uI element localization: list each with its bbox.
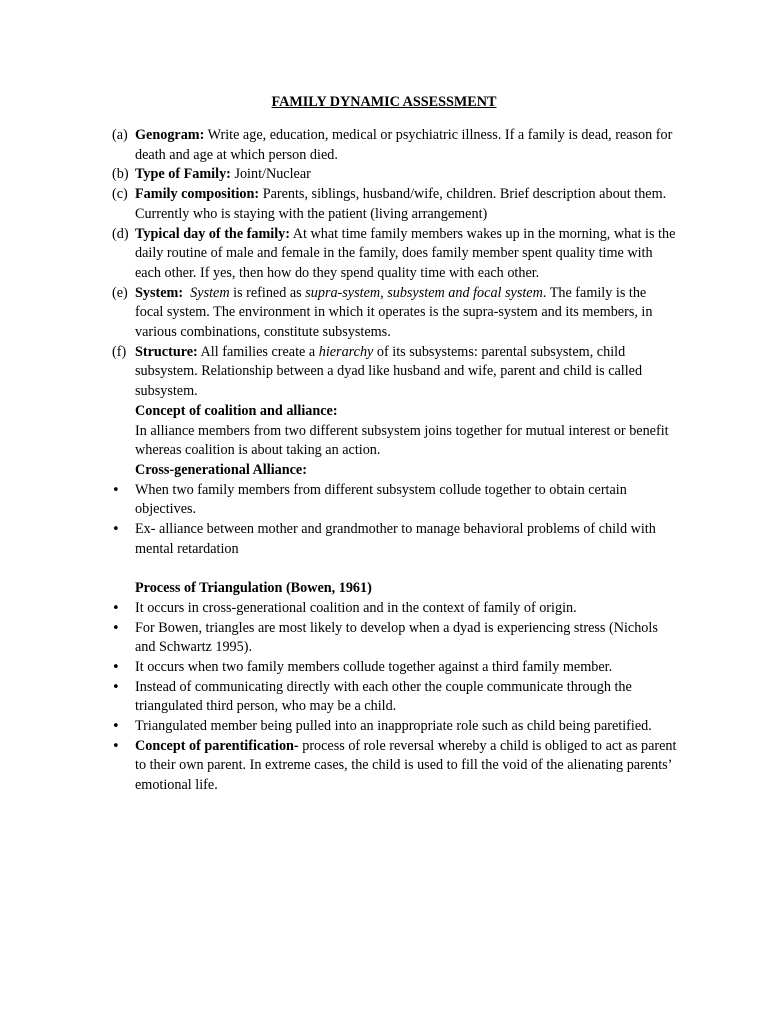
item-text: Parents, siblings, husband/wife, children. Brief description about them. Currently who is staying with the patient (living arrangement) bbox=[135, 186, 667, 222]
bullet-icon: • bbox=[112, 659, 120, 675]
bullet-icon: • bbox=[112, 522, 120, 538]
item-text: At what time family members wakes up in the morning, what is the daily routine of male and female in the family, does family member spent quality time with each other. If yes, then how do they spend quality time with each other. bbox=[135, 225, 676, 281]
bullet-icon: • bbox=[112, 620, 120, 636]
document-body bbox=[112, 126, 678, 796]
item-text: All families create a bbox=[197, 343, 319, 360]
item-italic: hierarchy bbox=[318, 343, 374, 360]
list-item-family-composition bbox=[112, 185, 678, 224]
item-text: is refined as bbox=[229, 284, 306, 301]
list-item-structure bbox=[112, 343, 678, 402]
item-heading: System: bbox=[135, 284, 184, 301]
bullet-icon: • bbox=[112, 719, 120, 735]
list-marker: (b) bbox=[112, 166, 129, 183]
bullet-text: Instead of communicating directly with each other the couple communicate through the triangulated third person, who may be a child. bbox=[135, 678, 632, 715]
bullet-icon: • bbox=[112, 738, 120, 754]
list-marker: (d) bbox=[112, 225, 129, 242]
bullet-item bbox=[112, 599, 678, 619]
list-marker: (a) bbox=[112, 127, 128, 143]
bullet-item bbox=[112, 678, 678, 717]
item-text: . The family is the focal system. The environment in which it operates is the supra-system and its members, in various combinations, constitute subsystems. bbox=[135, 284, 653, 341]
bullet-text: It occurs in cross-generational coalition and in the context of family of origin. bbox=[135, 599, 577, 616]
bullet-item-parentification bbox=[112, 737, 678, 796]
item-heading: Genogram: bbox=[135, 127, 205, 143]
bullet-item bbox=[112, 717, 678, 737]
list-marker: (e) bbox=[112, 284, 128, 301]
item-heading: Type of Family: bbox=[135, 166, 231, 183]
list-marker: (f) bbox=[112, 343, 127, 360]
bullet-text: process of role reversal whereby a child is obliged to act as parent to their own parent. In extreme cases, the child is used to fill the void of the alienating parents’ emotional life. bbox=[135, 737, 677, 794]
cross-generational-heading: Cross-generational Alliance: bbox=[135, 461, 307, 478]
item-italic: supra-system, subsystem and focal system bbox=[305, 284, 543, 301]
coalition-heading: Concept of coalition and alliance: bbox=[135, 402, 338, 419]
bullet-icon: • bbox=[112, 679, 120, 695]
coalition-text: In alliance members from two different subsystem joins together for mutual interest or benefit whereas coalition is about taking an action. bbox=[135, 422, 669, 459]
triangulation-heading: Process of Triangulation (Bowen, 1961) bbox=[135, 580, 372, 597]
bullet-item bbox=[112, 520, 678, 559]
item-italic: System bbox=[190, 284, 230, 301]
bullet-item bbox=[112, 481, 678, 520]
item-heading: Typical day of the family: bbox=[135, 225, 291, 242]
list-item-genogram bbox=[112, 126, 678, 165]
list-item-system bbox=[112, 284, 678, 343]
page-title: FAMILY DYNAMIC ASSESSMENT bbox=[271, 94, 497, 110]
list-item-typical-day bbox=[112, 225, 678, 284]
bullet-text: Triangulated member being pulled into an inappropriate role such as child being paretified. bbox=[135, 718, 652, 735]
item-text: Joint/Nuclear bbox=[230, 166, 311, 183]
list-marker: (c) bbox=[112, 186, 128, 203]
bullet-text: When two family members from different subsystem collude together to obtain certain objectives. bbox=[135, 481, 627, 518]
item-text: Write age, education, medical or psychiatric illness. If a family is dead, reason for death and age at which person died. bbox=[135, 127, 673, 163]
bullet-heading: Concept of parentification- bbox=[135, 737, 299, 754]
bullet-item bbox=[112, 658, 678, 678]
bullet-item bbox=[112, 619, 678, 658]
bullet-icon: • bbox=[112, 600, 120, 616]
bullet-icon: • bbox=[112, 482, 120, 498]
item-text: of its subsystems: parental subsystem, child subsystem. Relationship between a dyad like husband and wife, parent and child is called subsystem. bbox=[135, 343, 643, 400]
list-item-type-of-family bbox=[112, 165, 678, 185]
bullet-text: For Bowen, triangles are most likely to develop when a dyad is experiencing stress (Nichols and Schwartz 1995). bbox=[135, 619, 658, 656]
bullet-text: It occurs when two family members collude together against a third family member. bbox=[135, 658, 613, 675]
item-heading: Family composition: bbox=[135, 186, 260, 203]
item-heading: Structure: bbox=[135, 343, 198, 360]
blank-line bbox=[112, 559, 678, 579]
bullet-text: Ex- alliance between mother and grandmother to manage behavioral problems of child with mental retardation bbox=[135, 521, 656, 557]
